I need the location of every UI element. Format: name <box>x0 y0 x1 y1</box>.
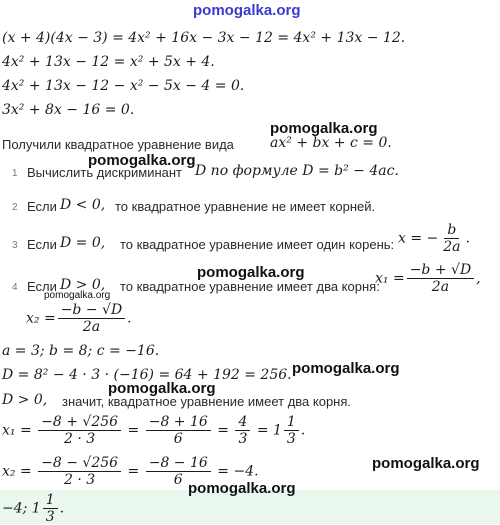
step-number-4: 4 <box>12 282 18 293</box>
discriminant: D = 8² − 4 · 3 · (−16) = 64 + 192 = 256. <box>2 367 292 383</box>
watermark-top: pomogalka.org <box>193 2 301 19</box>
step-number-2: 2 <box>12 202 18 213</box>
coefficients: a = 3; b = 8; c = −16. <box>2 343 160 359</box>
intro-text: Получили квадратное уравнение вида <box>2 137 234 152</box>
intro-formula: ax² + bx + c = 0. <box>270 135 392 151</box>
step-4-formula: x₁ = $\frac{-b + √D}{2a}$ , <box>375 262 481 296</box>
watermark-9: pomogalka.org <box>188 480 296 497</box>
step-4-text-b: то квадратное уравнение имеет два корня: <box>120 279 380 294</box>
step-3-text: Если <box>27 237 57 252</box>
step-3-text-b: то квадратное уравнение имеет один корень: <box>120 237 395 252</box>
answer: −4; 1 $\frac{1}{3}$ . <box>2 492 65 525</box>
algebra-line-4: 3x² + 8x − 16 = 0. <box>2 102 135 118</box>
watermark-4: pomogalka.org <box>197 264 305 281</box>
watermark-2: pomogalka.org <box>270 120 378 137</box>
step-number-1: 1 <box>12 168 18 179</box>
d-positive-math: D > 0, <box>2 392 48 408</box>
step-number-3: 3 <box>12 240 18 251</box>
root-1: x₁ = $\frac{-8 + √256}{2 \cdot 3}$ = $\frac{-8 + 16}{6}$ = $\frac{4}{3}$ = 1 $\frac{1}{3}$ . <box>2 414 306 448</box>
step-2-text: Если <box>27 199 57 214</box>
step-2-text-b: то квадратное уравнение не имеет корней. <box>115 199 376 214</box>
step-4-math: D > 0, <box>60 277 106 293</box>
algebra-line-1: (x + 4)(4x − 3) = 4x² + 16x − 3x − 12 = 4x² + 13x − 12. <box>2 30 406 46</box>
algebra-line-2: 4x² + 13x − 12 = x² + 5x + 4. <box>2 54 215 70</box>
step-3-formula: x = − $\frac{b}{2a}$ . <box>398 222 470 256</box>
step-1-text: Вычислить дискриминант <box>27 165 183 180</box>
root-2: x₂ = $\frac{-8 - √256}{2 \cdot 3}$ = $\frac{-8 - 16}{6}$ = −4. <box>2 455 259 489</box>
x2-formula: x₂ = $\frac{-b - √D}{2a}$ . <box>26 302 132 336</box>
d-positive-text: значит, квадратное уравнение имеет два корня. <box>62 394 352 409</box>
watermark-7: pomogalka.org <box>108 380 216 397</box>
step-4-text: Если <box>27 279 57 294</box>
step-3-math: D = 0, <box>60 235 106 251</box>
watermark-8: pomogalka.org <box>372 455 480 472</box>
watermark-6: pomogalka.org <box>292 360 400 377</box>
step-2-math: D < 0, <box>60 197 106 213</box>
watermark-5: pomogalka.org <box>44 290 111 301</box>
step-1-formula: D по формуле D = b² − 4ac. <box>195 163 399 179</box>
algebra-line-3: 4x² + 13x − 12 − x² − 5x − 4 = 0. <box>2 78 245 94</box>
watermark-3: pomogalka.org <box>88 152 196 169</box>
